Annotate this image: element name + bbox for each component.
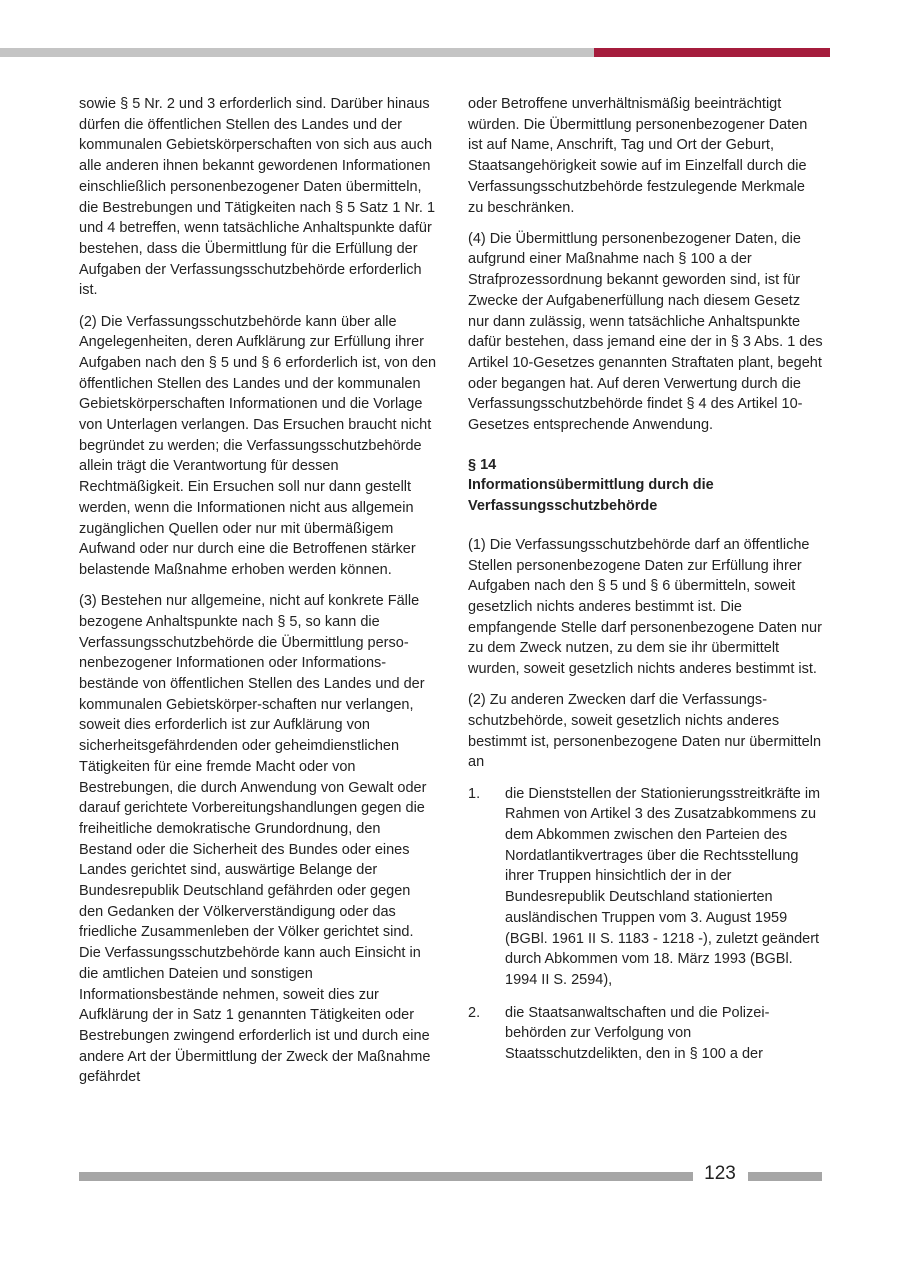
list-item [468,784,824,991]
header-rule-grey [0,48,594,57]
page-number: 123 [704,1163,736,1184]
paragraph: (3) Bestehen nur allgemeine, nicht auf konkrete Fälle bezogene Anhaltspunkte nach § 5, so kann die Verfassungsschutzbehörde die Übermittlung personenbezogener Informationen oder Informationsbestände von öffentlichen Stellen des Landes und der kommunalen Gebietskörper-schaften nur verlangen, soweit dies erforderlich ist zur Aufklärung von sicherheitsgefährdenden oder geheimdienstlichen Tätigkeiten für eine fremde Macht oder von Bestrebungen, die durch Anwendung von Gewalt oder darauf gerichtete Vorbereitungshandlungen gegen die freiheitliche demokratische Grundordnung, den Bestand oder die Sicherheit des Bundes oder eines Landes gerichtet sind, auswärtige Belange der Bundesrepublik Deutschland gefährden oder gegen den Gedanken der Völkerverständigung oder das friedliche Zusammenleben der Völker gerichtet sind. Die Verfassungsschutzbehörde kann auch Einsicht in die amtlichen Dateien und sonstigen Informationsbestände nehmen, soweit dies zur Aufklärung der in Satz 1 genannten Tätigkeiten oder Bestrebungen zwingend erforderlich ist und durch eine andere Art der Übermittlung der Zweck der Maßnahme gefährdet [79,593,431,1086]
header-rule-accent [594,48,830,57]
section-title: Informationsübermittlung durch die Verfassungsschutzbehörde [468,477,714,515]
paragraph: (2) Zu anderen Zwecken darf die Verfassungsschutzbehörde, soweit gesetzlich nichts anderes bestimmt ist, personenbezogene Daten nur übermitteln an [468,692,822,771]
paragraph: (4) Die Übermittlung personenbezogener Daten, die aufgrund einer Maßnahme nach § 100 a der Strafprozessordnung bekannt geworden sind, ist für Zwecke der Aufgabenerfüllung nach diesem Gesetz nur dann zulässig, wenn tatsächliche Anhaltspunkte dafür bestehen, dass jemand eine der in § 3 Abs. 1 des Artikel 10-Gesetzes genannten Straftaten plant, begeht oder begangen hat. Auf deren Verwertung durch die Verfassungsschutzbehörde findet § 4 des Artikel 10-Gesetzes entsprechende Anwendung. [468,230,823,434]
list-item-text: die Dienststellen der Stationierungsstreitkräfte im Rahmen von Artikel 3 des Zusatzabkommens zu dem Abkommen zwischen den Parteien des Nordatlantikvertrages über die Rechtsstellung ihrer Truppen hinsichtlich der in der Bundesrepublik Deutschland stationierten ausländischen Truppen vom 3. August 1959 (BGBl. 1961 II S. 1183 - 1218 -), zuletzt geändert durch Abkommen vom 18. März 1993 (BGBl. 1994 II S. 2594), [505,785,821,988]
left-column [79,94,437,1099]
list-item [468,1003,824,1065]
paragraph: (1) Die Verfassungsschutzbehörde darf an öffentliche Stellen personenbezogene Daten zur Erfüllung ihrer Aufgaben nach den § 5 und § 6 übermitteln, soweit gesetzlich nichts anderes bestimmt ist. Die empfangende Stelle darf personenbezogene Daten nur zu dem Zweck nutzen, zu dem sie ihr übermittelt wurden, soweit gesetzlich nichts anderes bestimmt ist. [468,536,822,678]
section-number: § 14 [468,456,497,473]
right-column [468,94,824,1077]
paragraph: oder Betroffene unverhältnismäßig beeinträchtigt würden. Die Übermittlung personenbezogener Daten ist auf Name, Anschrift, Tag und Ort der Geburt, Staatsangehörigkeit sowie auf im Einzelfall durch die Verfassungsschutzbehörde festzulegende Merkmale zu beschränken. [468,96,808,216]
list-item-number: 1. [468,785,481,802]
list-item-text: die Staatsanwaltschaften und die Polizeibehörden zur Verfolgung von Staatsschutzdelikten, den in § 100 a der [505,1004,770,1063]
footer-rule-left [79,1172,693,1181]
section-heading [468,455,824,517]
paragraph: (2) Die Verfassungsschutzbehörde kann über alle Angelegenheiten, deren Aufklärung zur Erfüllung ihrer Aufgaben nach den § 5 und § 6 erforderlich ist, von den öffentlichen Stellen des Landes und der kommunalen Gebietskörperschaften Informationen und die Vorlage von Unterlagen verlangen. Das Ersuchen braucht nicht begründet zu werden; die Verfassungsschutzbehörde allein trägt die Verantwortung für dessen Rechtmäßigkeit. Ein Ersuchen soll nur dann gestellt werden, wenn die Informationen nicht aus allgemein zugänglichen Quellen oder nur mit übermäßigem Aufwand oder nur durch eine die Betroffenen stärker belastende Maßnahme erhoben werden können. [79,313,437,578]
list-item-number: 2. [468,1004,481,1021]
paragraph: sowie § 5 Nr. 2 und 3 erforderlich sind. Darüber hinaus dürfen die öffentlichen Stellen des Landes und der kommunalen Gebietskörperschaften von sich aus auch alle anderen ihnen bekannt gewordenen Informationen einschließlich personenbezogener Daten übermitteln, die Bestrebungen und Tätigkeiten nach § 5 Satz 1 Nr. 1 und 4 betreffen, wenn tatsächliche Anhaltspunkte dafür bestehen, dass die Übermittlung für die Erfüllung der Aufgaben der Verfassungsschutzbehörde erforderlich ist. [79,96,436,299]
footer-rule-right [748,1172,822,1181]
